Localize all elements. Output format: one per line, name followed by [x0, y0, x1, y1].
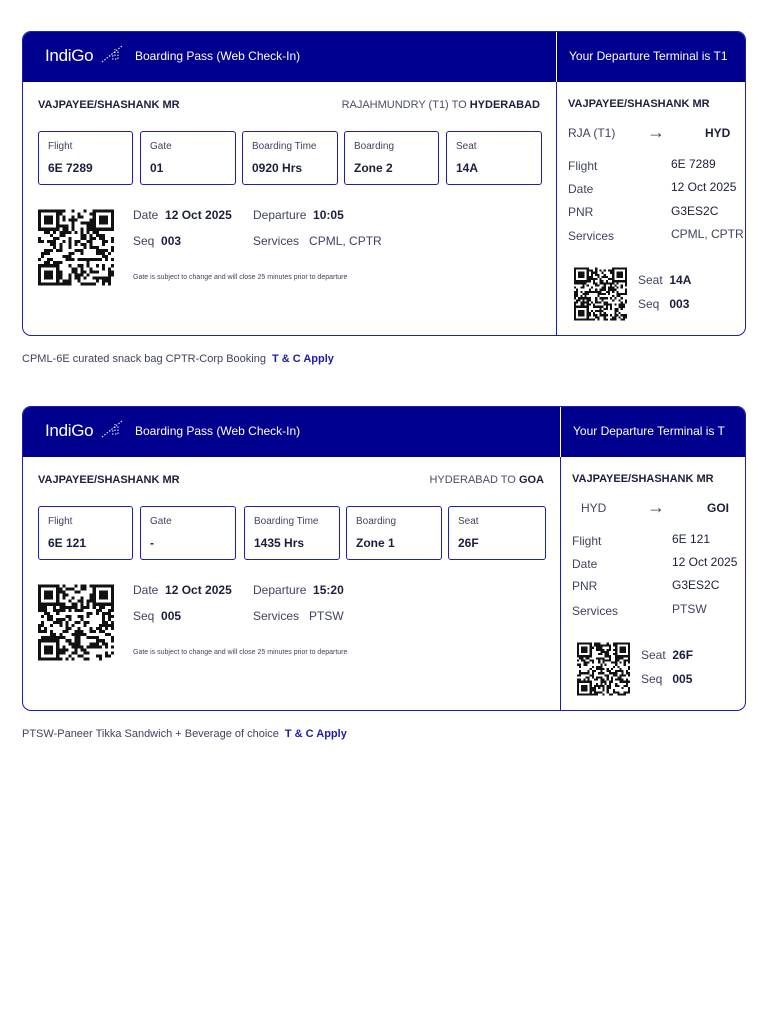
stub-destination: HYD [705, 126, 731, 140]
departure-info: Departure 15:20 [253, 583, 344, 597]
stub-passenger-name: VAJPAYEE/SHASHANK MR [568, 98, 710, 110]
gate-note: Gate is subject to change and will close 25 minutes prior to departure [133, 649, 348, 656]
stub-seq: Seq 003 [638, 297, 690, 311]
boarding-pass-1 [22, 31, 746, 336]
stub-origin: HYD [581, 501, 607, 515]
date-info: Date 12 Oct 2025 [133, 208, 232, 222]
stub-pnr-value: G3ES2C [672, 578, 720, 592]
stub-origin: RJA (T1) [568, 126, 616, 140]
gate-field: Gate 01 [140, 131, 236, 185]
indigo-logo: IndiGo [45, 421, 94, 440]
pass-title: Boarding Pass (Web Check-In) [135, 424, 301, 438]
stub-qr-code [574, 267, 627, 321]
stub-pnr-value: G3ES2C [671, 204, 719, 218]
stub-divider [560, 457, 561, 710]
seq-info: Seq 003 [133, 234, 182, 248]
boarding-zone-field: Boarding Zone 2 [344, 131, 439, 185]
flight-field: Flight 6E 7289 [38, 131, 133, 185]
stub-seat: Seat 26F [641, 648, 694, 662]
services-info: Services PTSW [253, 609, 344, 623]
stub-seat: Seat 14A [638, 273, 692, 287]
stub-date-label: Date [568, 182, 594, 196]
boarding-time-field: Boarding Time 0920 Hrs [242, 131, 338, 185]
stub-flight-label: Flight [572, 534, 602, 548]
stub-seq: Seq 005 [641, 672, 693, 686]
stub-services-value: PTSW [672, 602, 707, 616]
passenger-name: VAJPAYEE/SHASHANK MR [38, 99, 180, 111]
route: RAJAHMUNDRY (T1) TO HYDERABAD [341, 99, 540, 111]
arrow-icon: → [647, 122, 665, 142]
stub-pnr-label: PNR [568, 205, 594, 219]
terms-link[interactable]: T & C Apply [271, 353, 334, 365]
plane-icon [101, 45, 123, 63]
stub-date-value: 12 Oct 2025 [672, 555, 738, 569]
stub-flight-value: 6E 121 [672, 532, 711, 546]
boarding-pass-2 [22, 406, 746, 711]
boarding-time-field: Boarding Time 1435 Hrs [244, 506, 340, 560]
indigo-logo: IndiGo [45, 46, 94, 65]
qr-code [38, 208, 114, 287]
stub-flight-value: 6E 7289 [671, 157, 716, 171]
seat-field: Seat 14A [446, 131, 542, 185]
stub-qr-code [577, 642, 630, 696]
stub-pnr-label: PNR [572, 579, 598, 593]
stub-services-value: CPML, CPTR [671, 227, 744, 241]
pass-header [23, 32, 745, 82]
stub-services-label: Services [568, 229, 615, 243]
services-footnote: PTSW-Paneer Tikka Sandwich + Beverage of choice T & C Apply [22, 728, 347, 740]
terminal-banner: Your Departure Terminal is T1 [556, 32, 745, 82]
pass-title: Boarding Pass (Web Check-In) [135, 49, 301, 63]
services-footnote: CPML-6E curated snack bag CPTR-Corp Booking T & C Apply [22, 353, 334, 365]
boarding-zone-field: Boarding Zone 1 [346, 506, 442, 560]
flight-field: Flight 6E 121 [38, 506, 133, 560]
date-info: Date 12 Oct 2025 [133, 583, 232, 597]
passenger-name: VAJPAYEE/SHASHANK MR [38, 474, 180, 486]
plane-icon [101, 420, 123, 438]
stub-destination: GOI [707, 501, 730, 515]
stub-date-label: Date [572, 557, 598, 571]
seat-field: Seat 26F [448, 506, 546, 560]
gate-field: Gate - [140, 506, 236, 560]
gate-note: Gate is subject to change and will close 25 minutes prior to departure [133, 274, 348, 281]
stub-date-value: 12 Oct 2025 [671, 180, 737, 194]
seq-info: Seq 005 [133, 609, 182, 623]
pass-header [23, 407, 745, 457]
stub-passenger-name: VAJPAYEE/SHASHANK MR [572, 473, 714, 485]
terms-link[interactable]: T & C Apply [284, 728, 347, 740]
stub-flight-label: Flight [568, 159, 598, 173]
departure-info: Departure 10:05 [253, 208, 344, 222]
terminal-banner: Your Departure Terminal is T [560, 407, 745, 457]
arrow-icon: → [647, 497, 665, 517]
services-info: Services CPML, CPTR [253, 234, 382, 248]
stub-divider [556, 82, 557, 335]
stub-services-label: Services [572, 604, 619, 618]
route: HYDERABAD TO GOA [429, 474, 544, 486]
qr-code [38, 583, 114, 662]
